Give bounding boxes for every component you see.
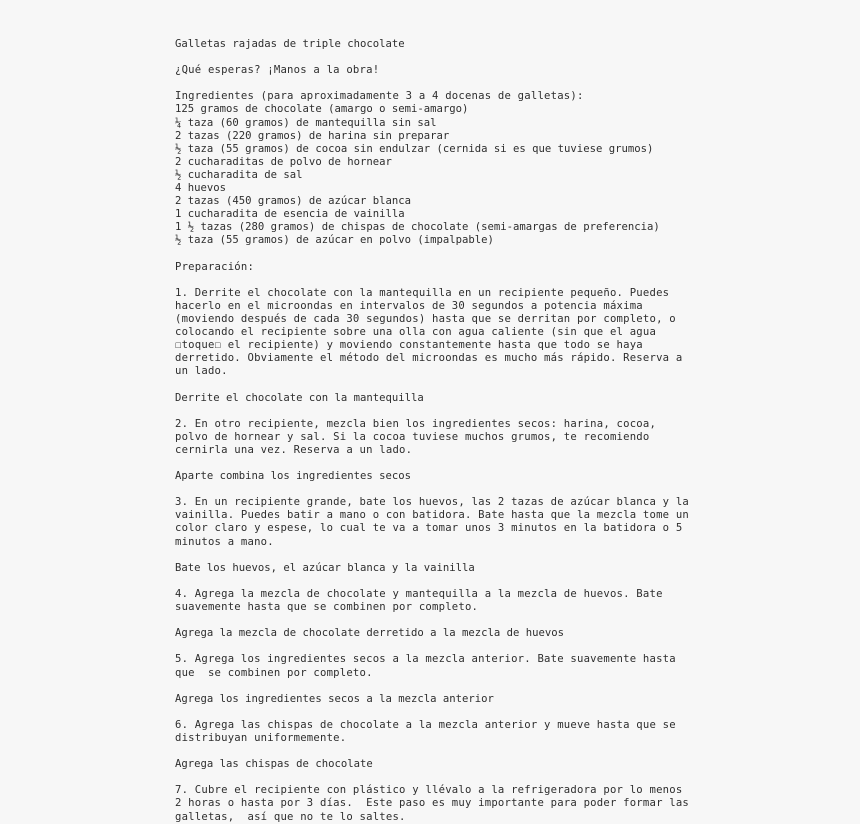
spacer xyxy=(175,483,695,496)
step-text-5: 5. Agrega los ingredientes secos a la mezcla anterior. Bate suavemente hasta que se combinen por completo. xyxy=(175,653,683,679)
spacer xyxy=(175,745,695,758)
spacer xyxy=(175,640,695,653)
spacer xyxy=(175,274,695,287)
step-caption-3: Bate los huevos, el azúcar blanca y la vainilla xyxy=(175,561,475,574)
ingredient-list-item: ½ cucharadita de sal xyxy=(175,168,303,181)
ingredient-list-item: 2 tazas (450 gramos) de azúcar blanca xyxy=(175,195,411,208)
step-text-6: 6. Agrega las chispas de chocolate a la mezcla anterior y mueve hasta que se distribuyan uniformemente. xyxy=(175,718,683,744)
step-caption-6: Agrega las chispas de chocolate xyxy=(175,758,373,771)
ingredient-list-item: ½ taza (55 gramos) de azúcar en polvo (impalpable) xyxy=(175,234,494,247)
step-text-4: 4. Agrega la mezcla de chocolate y mantequilla a la mezcla de huevos. Bate suavemente hasta que se combinen por completo. xyxy=(175,587,670,614)
spacer xyxy=(175,549,695,562)
recipe-document xyxy=(175,38,695,824)
ingredient-list-item: ½ taza (55 gramos) de cocoa sin endulzar (cernida si es que tuviese grumos) xyxy=(175,142,654,155)
spacer xyxy=(175,771,695,784)
step-caption-4: Agrega la mezcla de chocolate derretido a la mezcla de huevos xyxy=(175,627,565,640)
ingredient-list-item: 2 cucharaditas de polvo de hornear xyxy=(175,155,392,168)
spacer xyxy=(175,405,695,418)
spacer xyxy=(175,706,695,719)
step-text-1: 1. Derrite el chocolate con la mantequilla en un recipiente pequeño. Puedes hacerlo en el microondas en intervalos de 30 segundos a potencia máxima (moviendo después de cada 30 segundos) hasta que se derritan por completo, o colocando el recipiente sobre una olla con agua caliente (sin que el agua ☐toque☐ el recipiente) y moviendo constantemente hasta que todo se haya derretido. Obviamente el método del microondas es mucho más rápido. Reserva a un lado. xyxy=(175,286,690,378)
ingredients-heading: Ingredientes (para aproximadamente 3 a 4 docenas de galletas): xyxy=(175,90,584,103)
step-text-2: 2. En otro recipiente, mezcla bien los ingredientes secos: harina, cocoa, polvo de hornear y sal. Si la cocoa tuviese muchos grumos, te recomiendo cernirla una vez. Reserva a un lado. xyxy=(175,417,663,456)
step-text-3: 3. En un recipiente grande, bate los huevos, las 2 tazas de azúcar blanca y la vainilla. Puedes batir a mano o con batidora. Bate hasta que la mezcla tome un color claro y espese, lo cual te va a tomar unos 3 minutos en la batidora o 5 minutos a mano. xyxy=(175,496,696,548)
ingredient-list-item: 2 tazas (220 gramos) de harina sin preparar xyxy=(175,129,450,142)
spacer xyxy=(175,457,695,470)
ingredient-list-item: 4 huevos xyxy=(175,182,227,195)
step-caption-2: Aparte combina los ingredientes secos xyxy=(175,470,411,483)
ingredient-list-item: 1 ½ tazas (280 gramos) de chispas de chocolate (semi-amargas de preferencia) xyxy=(175,221,660,234)
page-title: Galletas rajadas de triple chocolate xyxy=(175,38,405,50)
step-caption-1: Derrite el chocolate con la mantequilla xyxy=(175,391,424,404)
spacer xyxy=(175,575,695,588)
spacer xyxy=(175,248,695,261)
spacer xyxy=(175,378,695,391)
step-caption-5: Agrega los ingredientes secos a la mezcla anterior xyxy=(175,692,494,705)
spacer xyxy=(175,51,695,64)
preparation-heading: Preparación: xyxy=(175,260,255,273)
ingredient-list-item: ¼ taza (60 gramos) de mantequilla sin sal xyxy=(175,116,437,129)
tagline: ¿Qué esperas? ¡Manos a la obra! xyxy=(175,64,380,77)
ingredient-list-item: 125 gramos de chocolate (amargo o semi-amargo) xyxy=(175,103,469,116)
spacer xyxy=(175,614,695,627)
spacer xyxy=(175,77,695,90)
step-text-7: 7. Cubre el recipiente con plástico y llévalo a la refrigeradora por lo menos 2 horas o hasta por 3 días. Este paso es muy importante para poder formar las galletas, así que no te lo saltes. xyxy=(175,784,696,823)
ingredient-list-item: 1 cucharadita de esencia de vainilla xyxy=(175,208,405,221)
spacer xyxy=(175,680,695,693)
